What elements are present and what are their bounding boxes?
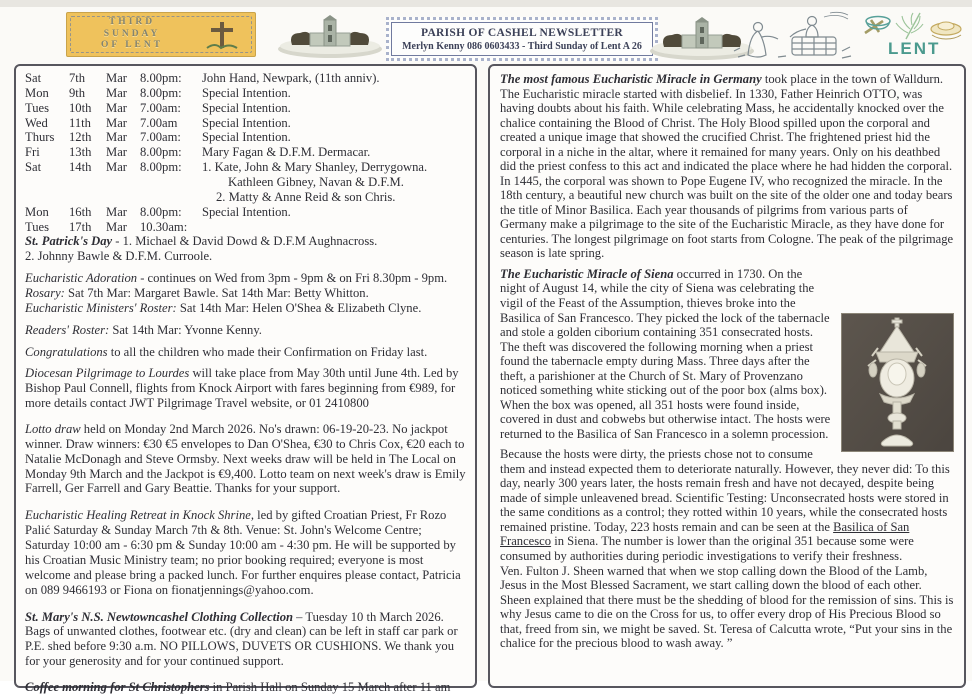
notice-lead: Rosary: (25, 286, 65, 301)
month: Mar (106, 130, 127, 145)
woman-at-the-well-icon (730, 11, 860, 63)
notice-lead: Eucharistic Healing Retreat in Knock Shrine, (25, 508, 254, 523)
mass-schedule-row (25, 101, 466, 116)
intention: Special Intention. (202, 130, 291, 145)
date: 12th (69, 130, 92, 145)
notice-coffee-morning (25, 680, 466, 695)
month: Mar (106, 100, 127, 115)
intention: Special Intention. (202, 115, 291, 130)
parish-title-box (386, 17, 658, 61)
header (0, 7, 972, 64)
month: Mar (106, 115, 127, 130)
notice-text: – Tuesday 10 th March 2026. Bags of unwanted clothes, footwear etc. (dry and clean) can be left in staff car park or P.E. shed before 9:30 a.m. NO PILLOWS, DUVETS OR CUSHIONS. We thank you for your generosity and for your continued support. (25, 609, 458, 669)
article-text: took place in the town of Walldurn. The Eucharistic miracle started with disbelief. In 1330, Father Heinrich OTTO, was having doubts about his faith. While celebrating Mass, he accidentally knocked over the chalice containing the Blood of Christ. The Holy Blood spilled upon the corporal and created a unique image that showed the crucified Christ. The frightened priest hid the corporal in a niche in the altar, where it remained for many years. Only on his deathbed did the priest confess to this act and indicated the place where he had hidden the corporal. In 1445, the corporal was shown to Pope Eugene IV, who recognized the miracle. In the 18th century, a beautiful new church was built on the site of the older one and today bears the title of Minor Basilica. Each year thousands of pilgrims from various parts of Germany make a pilgrimage to the site of the Eucharistic Miracle, as they have done for centuries. The longest pilgrimage on foot starts from Cologne. The peak of the pilgrimage season is late spring. (500, 72, 954, 261)
date: 14th (69, 160, 92, 175)
mass-schedule-row (25, 220, 466, 235)
mass-schedule-row (25, 145, 466, 160)
mass-schedule-row (25, 71, 466, 86)
mass-schedule-row (25, 205, 466, 220)
notice-lead: St. Patrick's Day (25, 234, 113, 249)
month: Mar (106, 145, 127, 160)
intention: Mary Fagan & D.F.M. Dermacar. (202, 145, 371, 160)
notice-text: Sat 14th Mar: Yvonne Kenny. (109, 322, 262, 337)
notice-clothing-collection (25, 610, 466, 669)
day: Tues (25, 219, 50, 234)
mass-schedule-row (25, 86, 466, 101)
notice-text: - 1. Michael & David Dowd & D.F.M Aughnacross. (112, 234, 378, 249)
time: 8.00pm: (140, 145, 182, 160)
notice-lead: Congratulations (25, 344, 108, 359)
mass-schedule-row (25, 130, 466, 145)
month: Mar (106, 204, 127, 219)
date: 11th (69, 115, 91, 130)
day: Wed (25, 115, 48, 130)
date: 16th (69, 204, 92, 219)
notice-st-patricks-day (25, 234, 466, 249)
intention: 1. Kate, John & Mary Shanley, Derrygowna. (202, 160, 428, 175)
notice-text: Sat 7th Mar: Margaret Bawle. Sat 14th Mar: Betty Whitton. (64, 286, 369, 301)
date: 7th (69, 71, 86, 85)
article-siena-miracle (500, 267, 954, 441)
notice-eucharistic-ministers-roster (25, 301, 466, 316)
intention: John Hand, Newpark, (11th anniv). (202, 71, 380, 85)
time: 8.00pm: (140, 85, 182, 100)
notice-lead: Readers' Roster: (25, 322, 110, 337)
article-lead: The most famous Eucharistic Miracle in Germany (500, 72, 762, 86)
time: 8.00pm: (140, 160, 182, 175)
time: 7.00am: (140, 100, 181, 115)
notice-eucharistic-adoration (25, 271, 466, 286)
newsletter-title: PARISH OF CASHEL NEWSLETTER (420, 26, 624, 39)
banner-line-3: OF LENT (101, 40, 164, 51)
article-germany-miracle (500, 72, 954, 261)
month: Mar (106, 71, 127, 85)
day: Sat (25, 160, 42, 175)
ciborium-photo-icon (841, 313, 954, 452)
notice-knock-healing-retreat (25, 508, 466, 597)
article-lead: The Eucharistic Miracle of Siena (500, 266, 674, 281)
date: 10th (69, 100, 92, 115)
notice-st-patricks-day-line2: 2. Johnny Bawle & D.F.M. Curroole. (25, 249, 213, 264)
time: 7.00am (140, 115, 178, 130)
notice-text: in Parish Hall on Sunday 15 March after 11 am (209, 679, 451, 694)
notice-lead: Eucharistic Adoration (25, 271, 138, 286)
notice-lotto-draw (25, 422, 466, 496)
intention (202, 220, 466, 235)
lent-banner-cross-icon (205, 20, 239, 52)
lent-symbols-icon (862, 11, 966, 41)
intention: Special Intention. (202, 85, 291, 100)
article-hosts-paragraph (500, 447, 954, 563)
month: Mar (106, 219, 127, 234)
banner-text (101, 17, 163, 53)
day: Mon (25, 85, 49, 100)
day: Tues (25, 100, 50, 115)
notice-text: held on Monday 2nd March 2026. No's drawn: 06-19-20-23. No jackpot winner. Draw winners: €30 €5 envelopes to Dan O'Shea, €30 to Chris Cox, €20 each to Natalie McDonagh and Steve Ormsby. Next weeks draw will be held in The Local on Monday 9th March and the Jackpot is €9,400. Lotto team on next week's draw is Emily Farrell, Ger Farrell and Gary Beattie. Thanks for your support. (25, 422, 466, 496)
church-photo-icon (272, 11, 388, 59)
underlined-text: Basilica of San Francesco (500, 519, 910, 549)
day: Sat (25, 71, 42, 85)
scan-edge (0, 0, 972, 7)
parish-title-box-inner (391, 22, 653, 56)
right-column-articles (488, 64, 966, 688)
month: Mar (106, 160, 127, 175)
time: 10.30am: (140, 219, 188, 234)
date: 17th (69, 219, 92, 234)
notice-readers-roster (25, 323, 466, 338)
mass-schedule (25, 71, 466, 234)
banner-line-2: SUNDAY (103, 28, 161, 39)
article-text: in Siena. The number is lower than the original 351 because some were consumed by authorities during periodic investigations to verify their freshness. (500, 534, 914, 563)
banner-line-1: THIRD (108, 16, 156, 27)
lent-logo (862, 11, 966, 63)
time: 8.00pm: (140, 71, 182, 85)
third-sunday-of-lent-banner (66, 12, 256, 57)
day: Thurs (25, 130, 55, 145)
left-column-notices (14, 64, 477, 694)
notice-text: - continues on Wed from 3pm - 9pm & on Fri 8.30pm - 9pm. (137, 271, 448, 286)
notice-lead: St. Mary's N.S. Newtowncashel Clothing Collection (25, 609, 294, 624)
mass-schedule-row (25, 160, 466, 175)
notice-lead: Coffee morning for St Christophers (25, 679, 210, 694)
article-text: Because the hosts were dirty, the priests chose not to consume them and instead expected them to deteriorate naturally. However, they never did: To this day, nearly 300 years later, the hosts remain fresh and have not decayed, despite being made of simple unleavened bread. Scientific Testing: Unconsecrated hosts were stored in the same conditions as a control; they rotted within 10 years, while the consecrated hosts remained pristine. Today, 223 hosts remain and can be seen at the (500, 447, 950, 534)
time: 7.00am: (140, 130, 181, 145)
intention: Special Intention. (202, 204, 291, 219)
time: 8.00pm: (140, 204, 182, 219)
mass-schedule-row (25, 116, 466, 131)
day: Fri (25, 145, 40, 160)
notice-lead: Lotto draw (25, 422, 81, 437)
newsletter-subtitle: Merlyn Kenny 086 0603433 - Third Sunday of Lent A 26 (402, 40, 642, 52)
notice-congratulations (25, 345, 466, 360)
notice-text: will take place from May 30th until June 4th. Led by Bishop Paul Connell, flights from Knock Airport with fares beginning from €989, for more details contact JWT Pilgrimage Travel website, or 01 2410800 (25, 366, 459, 411)
notice-lourdes-pilgrimage (25, 366, 466, 411)
day: Mon (25, 204, 49, 219)
notice-text: led by gifted Croatian Priest, Fr Rozo Palić Saturday & Sunday March 7th & 8th. Venue: St. John's Welcome Centre; Saturday 10:00 am - 6:30 pm & Sunday 10:00 am - 4:30 pm. He will be supported by his Croatian Music Ministry team; no prior booking required; everyone is most welcome and please bring a packed lunch. For further enquires please contact, Patricia on 089 9466193 or Fiona on fionatjennings@yahoo.com. (25, 508, 461, 597)
notice-text: Sat 14th Mar: Helen O'Shea & Elizabeth Clyne. (176, 300, 422, 315)
article-text: occurred in 1730. On the night of August 14, while the city of Siena was celebrating the vigil of the Feast of the Assumption, thieves broke into the Basilica of San Francesco. They picked the lock of the tabernacle and stole a golden ciborium containing 351 consecrated hosts. The theft was discovered the following morning when a priest found the tabernacle empty during Mass. Three days after the theft, a parishioner at the Church of St. Mary of Provenzano noticed something white sticking out of the poor box (alms box). When the box was opened, all 351 hosts were found inside, covered in dust and cobwebs but otherwise intact. The hosts were returned to the Basilica of San Francesco in a solemn procession. (500, 266, 831, 441)
notice-text: to all the children who made their Confirmation on Friday last. (107, 344, 428, 359)
mass-schedule-extra-line: Kathleen Gibney, Navan & D.F.M. (228, 175, 404, 190)
month: Mar (106, 85, 127, 100)
intention: Special Intention. (202, 100, 291, 115)
date: 9th (69, 85, 86, 100)
notice-lead: Diocesan Pilgrimage to Lourdes (25, 366, 190, 381)
date: 13th (69, 145, 92, 160)
lent-wordmark: LENT (888, 39, 941, 58)
mass-schedule-extra-line: 2. Matty & Anne Reid & son Chris. (216, 189, 396, 204)
notice-rosary (25, 286, 466, 301)
article-fulton-sheen: Ven. Fulton J. Sheen warned that when we stop calling down the Blood of the Lamb, Jesus in the Most Blessed Sacrament, we start calling down the blood of each other. Sheen explained that there must be the shedding of blood for the remission of sins. This is why Jesus came to die on the Cross for us, to offer every drop of His Precious Blood so that, freed from sin, we might be saved. St. Teresa of Calcutta wrote, “Put your sins in the chalice for the precious blood to wash away. ” (500, 563, 954, 651)
notice-lead: Eucharistic Ministers' Roster: (25, 300, 177, 315)
